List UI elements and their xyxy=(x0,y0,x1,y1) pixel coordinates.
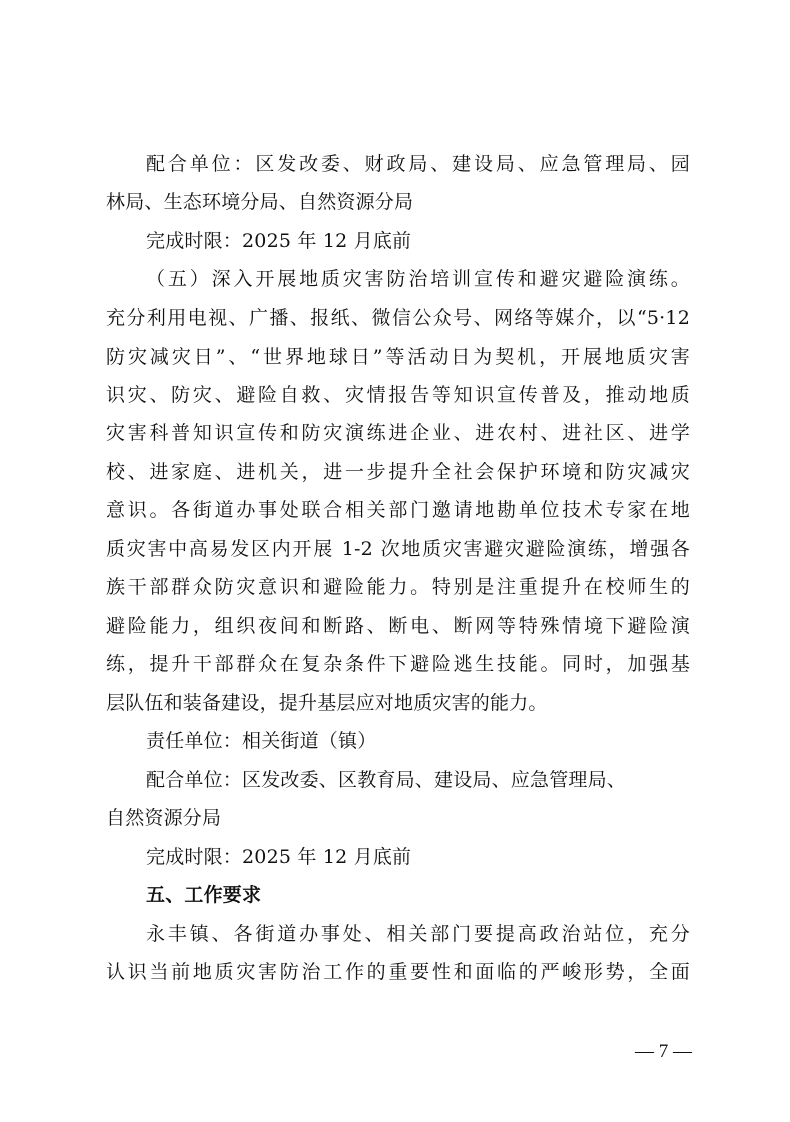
text-line: 练，提升干部群众在复杂条件下避险逃生技能。同时，加强基 xyxy=(106,653,690,675)
text-line: 自然资源分局 xyxy=(106,807,222,829)
text-line: 认识当前地质灾害防治工作的重要性和面临的严峻形势，全面 xyxy=(106,961,690,983)
text-line: 责任单位：相关街道（镇） xyxy=(146,730,377,752)
text-line: 层队伍和装备建设，提升基层应对地质灾害的能力。 xyxy=(106,692,548,714)
section-heading: 五、工作要求 xyxy=(146,884,262,906)
text-line: 识灾、防灾、避险自救、灾情报告等知识宣传普及，推动地质 xyxy=(106,384,690,406)
text-line: 林局、生态环境分局、自然资源分局 xyxy=(106,191,414,213)
text-line: 校、进家庭、进机关，进一步提升全社会保护环境和防灾减灾 xyxy=(106,461,690,483)
text-line: 配合单位：区发改委、财政局、建设局、应急管理局、园 xyxy=(146,153,690,175)
page-number: — 7 — xyxy=(635,1041,692,1062)
text-line: 避险能力，组织夜间和断路、断电、断网等特殊情境下避险演 xyxy=(106,615,690,637)
text-line: 意识。各街道办事处联合相关部门邀请地勘单位技术专家在地 xyxy=(106,499,690,521)
text-line: 防灾减灾日”、“世界地球日”等活动日为契机，开展地质灾害 xyxy=(106,346,690,368)
text-line: 永丰镇、各街道办事处、相关部门要提高政治站位，充分 xyxy=(146,923,690,945)
text-line: 完成时限：2025 年 12 月底前 xyxy=(146,230,412,252)
text-line: 配合单位：区发改委、区教育局、建设局、应急管理局、 xyxy=(146,769,627,791)
text-line: 质灾害中高易发区内开展 1-2 次地质灾害避灾避险演练，增强各 xyxy=(106,538,690,560)
section-subheading: （五）深入开展地质灾害防治培训宣传和避灾避险演练。 xyxy=(146,268,690,290)
text-line: 充分利用电视、广播、报纸、微信公众号、网络等媒介，以“5·12 xyxy=(106,307,690,329)
text-line: 灾害科普知识宣传和防灾演练进企业、进农村、进社区、进学 xyxy=(106,422,690,444)
text-line: 完成时限：2025 年 12 月底前 xyxy=(146,846,412,868)
text-line: 族干部群众防灾意识和避险能力。特别是注重提升在校师生的 xyxy=(106,576,690,598)
